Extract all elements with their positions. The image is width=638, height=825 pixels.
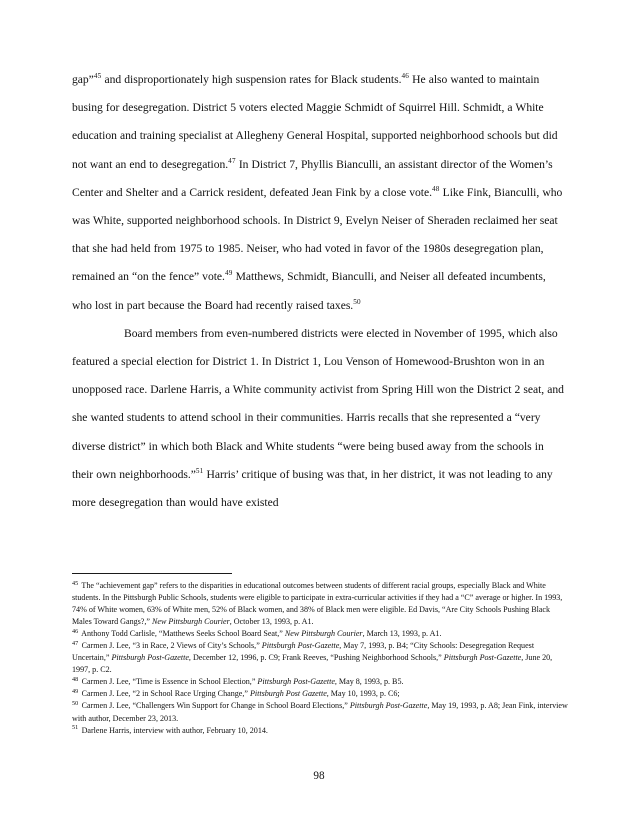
body-paragraph: gap”$^{45}$ and disproportionately high suspension rates for Black students.$^{46}$ He also wanted to maintain busing for desegregation. District 5 voters elected Maggie Schmidt of Squirrel Hill. Schmidt, a White education and training specialist at Allegheny General Hospital, supported neighborhood schools but did not want an end to desegregation.$^{47}$ In District 7, Phyllis Bianculli, an assistant director of the Women’s Center and Shelter and a Carrick resident, defeated Jean Fink by a close vote.$^{48}$ Like Fink, Bianculli, who was White, supported neighborhood schools. In District 9, Evelyn Neiser of Sheraden reclaimed her seat that she had held from 1975 to 1985. Neiser, who had voted in favor of the 1980s desegregation plan, remained an “on the fence” vote.$^{49}$ Matthews, Schmidt, Bianculli, and Neiser all defeated incumbents, who lost in part because the Board had recently raised taxes.$^{50}$ [72,72,563,312]
footnote-entry: $^{46}$ Anthony Todd Carlisle, “Matthews Seeks School Board Seat,” New Pittsburgh Courier, March 13, 1993, p. A1. [72,627,442,639]
footnote-entry: $^{47}$ Carmen J. Lee, “3 in Race, 2 Views of City’s Schools,” Pittsburgh Post-Gazette, May 7, 1993, p. B4; “City Schools: Desegregation Request Uncertain,” Pittsburgh Post-Gazette, December 12, 1996, p. C9; Frank Reeves, “Pushing Neighborhood Schools,” Pittsburgh Post-Gazette, June 20, 1997, p. C2. [72,639,553,675]
footnote-number: 48 [72,675,79,683]
footnote-list [72,580,568,737]
footnote-entry: $^{50}$ Carmen J. Lee, “Challengers Win Support for Change in School Board Elections,” Pittsburgh Post-Gazette, May 19, 1993, p. A8; Jean Fink, interview with author, December 23, 2013. [72,700,568,723]
footnote-number: 51 [72,724,79,732]
footnote-reference: 47 [228,156,236,165]
body-paragraph: Board members from even-numbered districts were elected in November of 1995, which also featured a special election for District 1. In District 1, Lou Venson of Homewood-Brushton won in an unopposed race. Darlene Harris, a White community activist from Spring Hill won the District 2 seat, and she wanted students to attend school in their communities. Harris recalls that she represented a “very diverse district” in which both Black and White students “were being bused away from the schools in their own neighborhoods.”$^{51}$ Harris’ critique of busing was that, in her district, it was not leading to any more desegregation than would have existed [72,326,564,510]
footnote-entry: $^{45}$ The “achievement gap” refers to the disparities in educational outcomes between students of different racial groups, especially Black and White students. In the Pittsburgh Public Schools, students were eligible to participate in extra-curricular activities if they had a “C” average or higher. In 1993, 74% of White women, 63% of White men, 52% of Black women, and 38% of Black men were eligible. Ed Davis, “Are City Schools Pushing Black Males Toward Gangs?,” New Pittsburgh Courier, October 13, 1993, p. A1. [72,579,563,627]
publication-title: Pittsburgh Post-Gazette [111,653,189,663]
footnotes-block [72,580,568,737]
publication-title: New Pittsburgh Courier [284,629,363,639]
footnote-entry: $^{51}$ Darlene Harris, interview with author, February 10, 2014. [72,724,268,735]
footnote-entry: $^{49}$ Carmen J. Lee, “2 in School Race Urging Change,” Pittsburgh Post Gazette, May 10, 1993, p. C6; [72,688,400,699]
footnote-reference: 51 [195,466,204,475]
footnote-separator-rule [72,573,232,574]
footnote-reference: 49 [224,269,233,278]
footnote-number: 47 [72,639,79,647]
footnote-entry: $^{48}$ Carmen J. Lee, “Time is Essence in School Election,” Pittsburgh Post-Gazette, May 8, 1993, p. B5. [72,675,404,687]
publication-title: Pittsburgh Post-Gazette [257,677,335,687]
footnote-number: 45 [72,579,79,587]
publication-title: New Pittsburgh Courier [151,617,230,627]
publication-title: Pittsburgh Post Gazette [249,689,327,699]
body-paragraphs [72,66,566,517]
publication-title: Pittsburgh Post-Gazette [443,653,522,663]
footnote-number: 50 [72,700,79,708]
footnote-reference: 45 [93,72,102,80]
footnote-reference: 50 [353,297,361,306]
page-number: 98 [313,770,325,782]
publication-title: Pittsburgh Post-Gazette [261,641,340,651]
footnote-reference: 48 [432,184,440,193]
body-text-block [72,66,566,517]
footnote-number: 46 [72,627,79,635]
publication-title: Pittsburgh Post-Gazette [349,701,428,711]
footnote-number: 49 [72,688,79,696]
footnote-reference: 46 [401,72,410,80]
